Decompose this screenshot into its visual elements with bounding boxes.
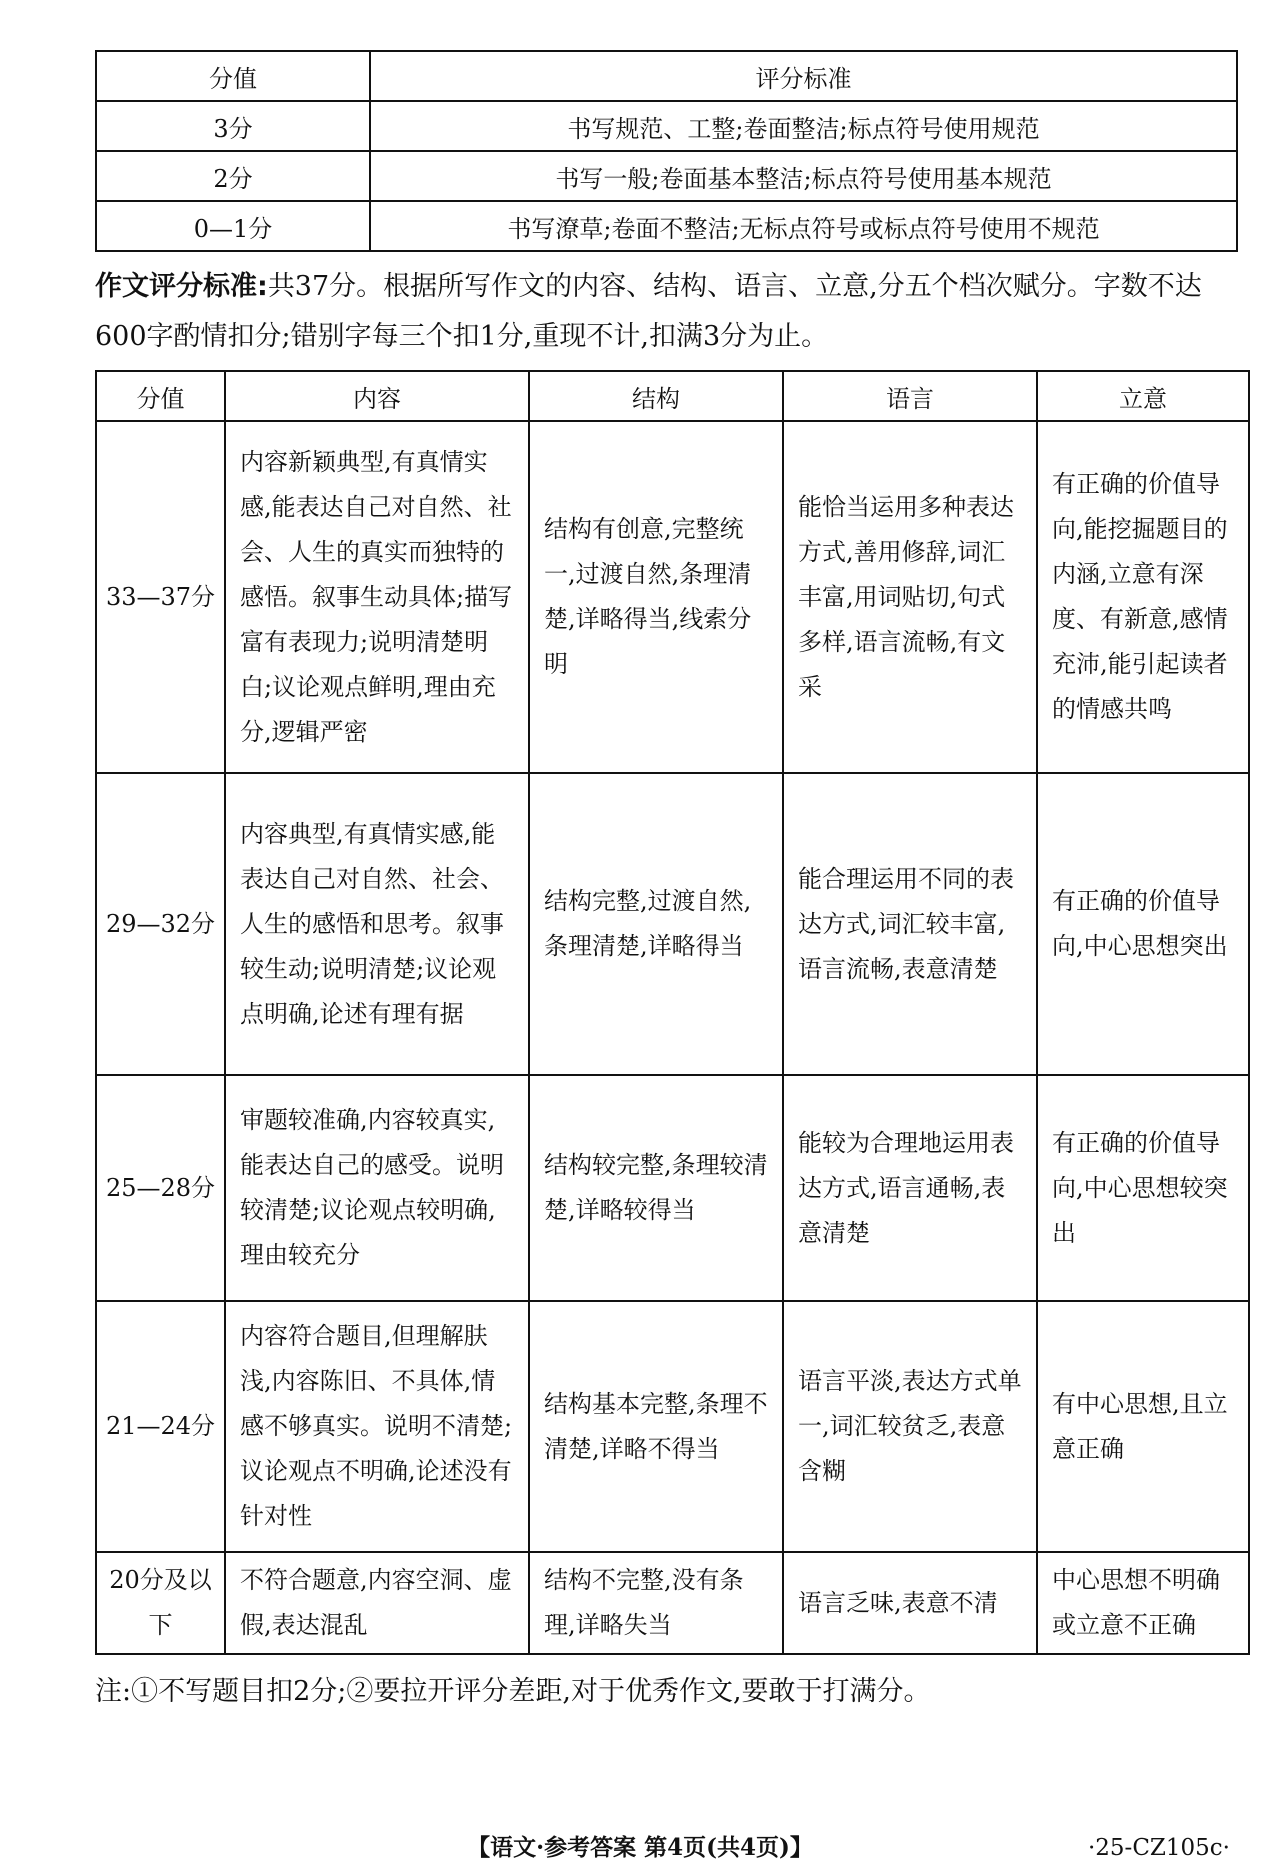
score-cell: 20分及以下 xyxy=(96,1552,225,1654)
page-number-label: 【语文·参考答案 第4页(共4页)】 xyxy=(467,1834,813,1861)
score-cell: 33—37分 xyxy=(96,421,225,773)
theme-cell: 有正确的价值导向,中心思想突出 xyxy=(1037,773,1249,1075)
table-row xyxy=(96,773,1249,1075)
theme-cell: 有中心思想,且立意正确 xyxy=(1037,1301,1249,1552)
structure-cell: 结构较完整,条理较清楚,详略较得当 xyxy=(529,1075,783,1301)
table-row xyxy=(96,1075,1249,1301)
essay-score-table xyxy=(95,370,1250,1655)
content-cell: 内容新颖典型,有真情实感,能表达自己对自然、社会、人生的真实而独特的感悟。叙事生动具体;描写富有表现力;说明清楚明白;议论观点鲜明,理由充分,逻辑严密 xyxy=(225,421,529,773)
content-cell: 内容符合题目,但理解肤浅,内容陈旧、不具体,情感不够真实。说明不清楚;议论观点不明确,论述没有针对性 xyxy=(225,1301,529,1552)
footnote: 注:①不写题目扣2分;②要拉开评分差距,对于优秀作文,要敢于打满分。 xyxy=(95,1676,931,1707)
intro-text: 共37分。根据所写作文的内容、结构、语言、立意,分五个档次赋分。字数不达600字酌情扣分;错别字每三个扣1分,重现不计,扣满3分为止。 xyxy=(95,271,1202,352)
header-cell-content: 内容 xyxy=(225,371,529,421)
intro-label: 作文评分标准: xyxy=(95,271,268,302)
header-cell-score: 分值 xyxy=(96,371,225,421)
theme-cell: 有正确的价值导向,中心思想较突出 xyxy=(1037,1075,1249,1301)
content-cell: 审题较准确,内容较真实,能表达自己的感受。说明较清楚;议论观点较明确,理由较充分 xyxy=(225,1075,529,1301)
score-cell: 3分 xyxy=(96,101,370,151)
table-row xyxy=(96,101,1237,151)
language-cell: 能合理运用不同的表达方式,词汇较丰富,语言流畅,表意清楚 xyxy=(783,773,1037,1075)
table-row xyxy=(96,1301,1249,1552)
page-footer xyxy=(0,1830,1280,1866)
score-cell: 0—1分 xyxy=(96,201,370,251)
structure-cell: 结构有创意,完整统一,过渡自然,条理清楚,详略得当,线索分明 xyxy=(529,421,783,773)
essay-criteria-intro xyxy=(95,262,1245,362)
score-cell: 21—24分 xyxy=(96,1301,225,1552)
theme-cell: 有正确的价值导向,能挖掘题目的内涵,立意有深度、有新意,感情充沛,能引起读者的情感共鸣 xyxy=(1037,421,1249,773)
criteria-cell: 书写潦草;卷面不整洁;无标点符号或标点符号使用不规范 xyxy=(370,201,1237,251)
theme-cell: 中心思想不明确或立意不正确 xyxy=(1037,1552,1249,1654)
language-cell: 能较为合理地运用表达方式,语言通畅,表意清楚 xyxy=(783,1075,1037,1301)
language-cell: 能恰当运用多种表达方式,善用修辞,词汇丰富,用词贴切,句式多样,语言流畅,有文采 xyxy=(783,421,1037,773)
table-header-row xyxy=(96,51,1237,101)
structure-cell: 结构不完整,没有条理,详略失当 xyxy=(529,1552,783,1654)
table-row xyxy=(96,151,1237,201)
structure-cell: 结构基本完整,条理不清楚,详略不得当 xyxy=(529,1301,783,1552)
criteria-cell: 书写一般;卷面基本整洁;标点符号使用基本规范 xyxy=(370,151,1237,201)
table-row xyxy=(96,1552,1249,1654)
header-cell-language: 语言 xyxy=(783,371,1037,421)
header-cell-structure: 结构 xyxy=(529,371,783,421)
score-cell: 29—32分 xyxy=(96,773,225,1075)
score-cell: 25—28分 xyxy=(96,1075,225,1301)
table-row xyxy=(96,421,1249,773)
header-cell-theme: 立意 xyxy=(1037,371,1249,421)
structure-cell: 结构完整,过渡自然,条理清楚,详略得当 xyxy=(529,773,783,1075)
header-cell: 评分标准 xyxy=(370,51,1237,101)
table-row xyxy=(96,201,1237,251)
content-cell: 内容典型,有真情实感,能表达自己对自然、社会、人生的感悟和思考。叙事较生动;说明清楚;议论观点明确,论述有理有据 xyxy=(225,773,529,1075)
header-cell: 分值 xyxy=(96,51,370,101)
table-header-row xyxy=(96,371,1249,421)
score-cell: 2分 xyxy=(96,151,370,201)
criteria-cell: 书写规范、工整;卷面整洁;标点符号使用规范 xyxy=(370,101,1237,151)
handwriting-score-table xyxy=(95,50,1238,252)
language-cell: 语言乏味,表意不清 xyxy=(783,1552,1037,1654)
language-cell: 语言平淡,表达方式单一,词汇较贫乏,表意含糊 xyxy=(783,1301,1037,1552)
content-cell: 不符合题意,内容空洞、虚假,表达混乱 xyxy=(225,1552,529,1654)
document-code: ·25-CZ105c· xyxy=(1087,1835,1230,1861)
